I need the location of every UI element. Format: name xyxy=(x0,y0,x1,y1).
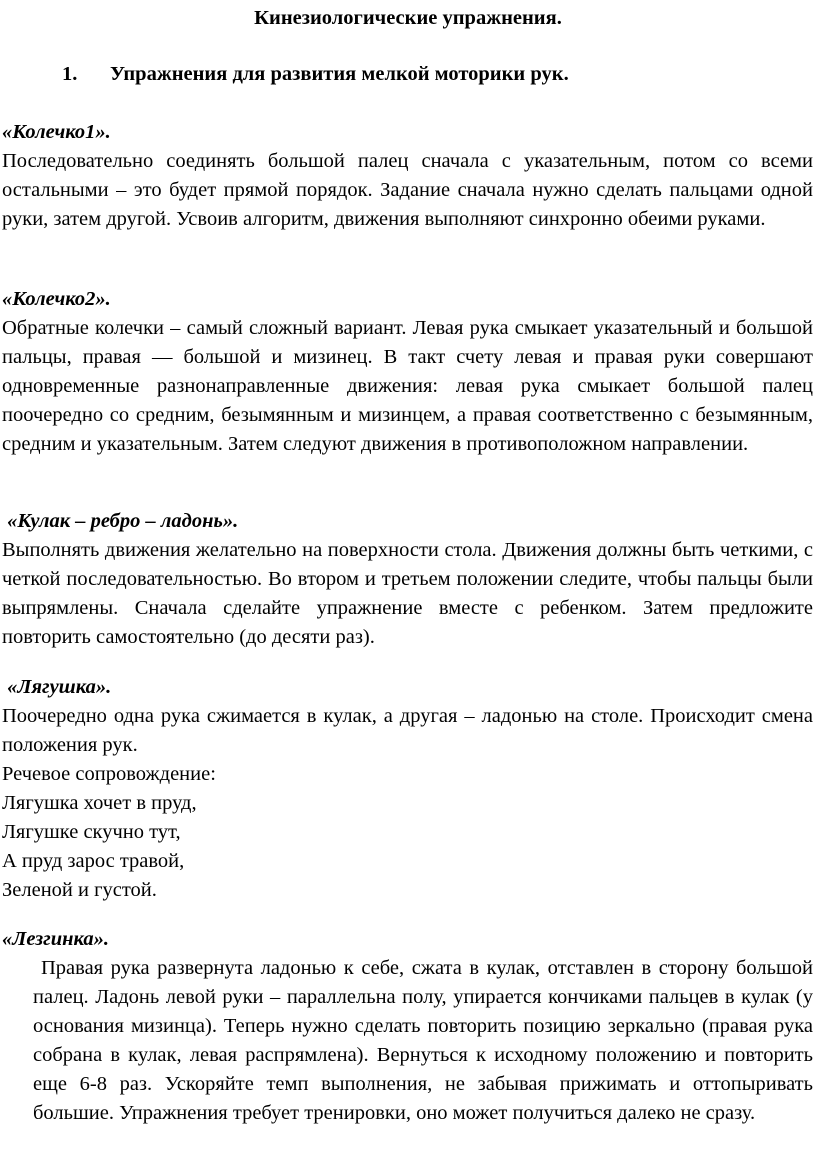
exercise-text: Правая рука развернута ладонью к себе, сжата в кулак, отставлен в сторону большой палец. Ладонь левой руки – параллельна полу, упирается кончиками пальцев в кулак (у основания мизинца). Теперь нужно сделать повторить позицию зеркально (правая рука собрана в кулак, левая распрямлена). Вернуться к исходному положению и повторить еще 6-8 раз. Ускоряйте темп выполнения, не забывая прижимать и оттопыривать большие. Упражнения требует тренировки, оно может получиться далеко не сразу. xyxy=(33,957,813,1124)
exercise-kulak-rebro-ladon xyxy=(2,507,813,652)
verse-line: Зеленой и густой. xyxy=(2,879,157,901)
exercise-text: Поочередно одна рука сжимается в кулак, а другая – ладонью на столе. Происходит смена положения рук. xyxy=(2,705,813,756)
speech-label: Речевое сопровождение: xyxy=(2,763,216,785)
exercise-koletchko2 xyxy=(2,285,813,459)
verse-line: А пруд зарос травой, xyxy=(2,850,185,872)
section-title: Упражнения для развития мелкой моторики рук. xyxy=(110,63,569,85)
exercise-title: «Лягушка». xyxy=(2,676,112,698)
exercise-koletchko1 xyxy=(2,118,813,234)
exercise-text: Последовательно соединять большой палец сначала с указательным, потом со всеми остальными – это будет прямой порядок. Задание сначала нужно сделать пальцами одной руки, затем другой. Усвоив алгоритм, движения выполняют синхронно обеими руками. xyxy=(2,150,813,230)
exercise-lyagushka xyxy=(2,673,813,905)
verse-line: Лягушке скучно тут, xyxy=(2,821,181,843)
exercise-title: «Кулак – ребро – ладонь». xyxy=(2,510,239,532)
exercise-title: «Колечко1». xyxy=(2,121,111,143)
document-title: Кинезиологические упражнения. xyxy=(254,7,562,29)
section-heading xyxy=(62,60,569,89)
exercise-title: «Лезгинка». xyxy=(2,928,109,950)
exercise-title: «Колечко2». xyxy=(2,288,111,310)
exercise-lezginka xyxy=(2,925,813,1128)
exercise-text: Обратные колечки – самый сложный вариант. Левая рука смыкает указательный и большой пальцы, правая — большой и мизинец. В такт счету левая и правая руки совершают одновременные разнонаправленные движения: левая рука смыкает большой палец поочередно со средним, безымянным и мизинцем, а правая соответственно с безымянным, средним и указательным. Затем следуют движения в противоположном направлении. xyxy=(2,317,813,455)
verse-line: Лягушка хочет в пруд, xyxy=(2,792,197,814)
exercise-text: Выполнять движения желательно на поверхности стола. Движения должны быть четкими, с четкой последовательностью. Во втором и третьем положении следите, чтобы пальцы были выпрямлены. Сначала сделайте упражнение вместе с ребенком. Затем предложите повторить самостоятельно (до десяти раз). xyxy=(2,539,813,648)
section-number: 1. xyxy=(62,63,78,85)
